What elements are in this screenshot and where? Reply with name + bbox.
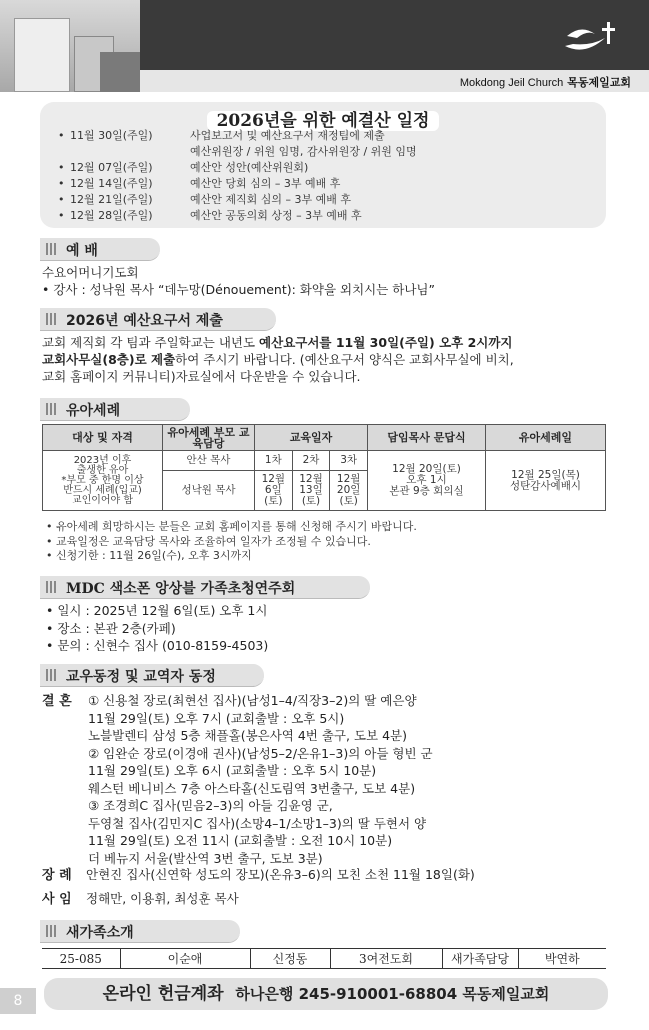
resignation-news: 사 임 정해만, 이용휘, 최성훈 목사 [42, 891, 239, 907]
bars-icon [46, 581, 58, 593]
baptism-day-cell: 12월 25일(목) 성탄감사예배시 [486, 451, 606, 511]
schedule-item: 예산위원장 / 위원 임명, 감사위원장 / 위원 임명 [190, 145, 417, 158]
edu-date-cell: 12월 6일 (토) [255, 471, 293, 511]
church-logo-icon [561, 16, 621, 56]
baptism-table: 대상 및 자격 유아세례 부모 교육담당 교육일자 담임목사 문답식 유아세례일 2023년 이후 출생한 유아 *부모 중 한명 이상 반드시 세례(입교) 교인이어야 함 안산 목사 1차 2차 3차 12월 20일(토) 오후 1시 본관 9층 회의실 12월 25일(목) 성탄감사예배시 성낙원 목사 12월 6일 (토) 12월 13일 (토) 12월 20일 (토) [42, 424, 606, 511]
page-header [0, 0, 649, 92]
section-heading-budget: 2026년 예산요구서 제출 [40, 308, 276, 330]
online-offering-account: 온라인 헌금계좌 하나은행 245-910001-68804 목동제일교회 [44, 978, 608, 1010]
budget-notice: 교회 제직회 각 팀과 주일학교는 내년도 예산요구서를 11월 30일(주일) 오후 2시까지 교회사무실(8층)로 제출하여 주시기 바랍니다. (예산요구서 양식은 교회사무실에 비치, 교회 홈페이지 커뮤니티)자료실에서 다운받을 수 있습니다. [42, 335, 514, 384]
section-heading-baptism: 유아세례 [40, 398, 190, 420]
schedule-item: • 12월 14일(주일) 예산안 당회 심의 – 3부 예배 후 [58, 177, 341, 190]
schedule-item: • 11월 30일(주일) 사업보고서 및 예산요구서 재정팀에 제출 [58, 129, 385, 142]
qualification-cell: 2023년 이후 출생한 유아 *부모 중 한명 이상 반드시 세례(입교) 교인이어야 함 [43, 451, 163, 511]
schedule-list [58, 128, 417, 224]
bars-icon [46, 403, 58, 415]
church-name: Mokdong Jeil Church 목동제일교회 [459, 76, 631, 89]
header-banner [140, 0, 649, 70]
wedding-list: ① 신용철 장로(최현선 집사)(남성1–4/직장3–2)의 딸 예은양 11월 29일(토) 오후 7시 (교회출발 : 오후 5시) 노블발렌티 삼성 5층 채플홀(봉은사역 4번 출구, 도보 4분) ② 임완순 장로(이경애 권사)(남성5–2/온유1–3)의 아들 형빈 군 11월 29일(토) 오후 6시 (교회출발 : 오후 5시 10분) 웨스턴 베니비스 7층 아스타홀(신도림역 3번출구, 도보 4분) ③ 조경희C 집사(믿음2–3)의 아들 김윤영 군, 두영철 집사(김민지C 집사)(소망4–1/소망1–3)의 딸 두현서 양 11월 29일(토) 오전 11시 (교회출발 : 오전 10시 10분) 더 베뉴지 서울(발산역 3번 출구, 도보 3분) [88, 693, 433, 866]
church-building-photo [0, 0, 140, 92]
section-heading-worship: 예 배 [40, 238, 160, 260]
edu-date-cell: 12월 13일 (토) [292, 471, 330, 511]
edu-date-cell: 12월 20일 (토) [330, 471, 368, 511]
baptism-notes: • 유아세례 희망하시는 분들은 교회 홈페이지를 통해 신청해 주시기 바랍니다. • 교육일정은 교육담당 목사와 조율하여 일자가 조정될 수 있습니다. • 신청기한 : 11월 26일(수), 오후 3시까지 [46, 520, 417, 562]
newfamily-table: 25-085 이순애 신정동 3여전도회 새가족담당 박연하 [42, 948, 606, 969]
mdc-info: • 일시 : 2025년 12월 6일(토) 오후 1시 • 장소 : 본관 2층(카페) • 문의 : 신현수 집사 (010-8159-4503) [46, 603, 269, 653]
budget-schedule-box [40, 102, 606, 228]
worship-speaker: • 강사 : 성낙원 목사 “데누망(Dénouement): 화약을 외치시는 하나님” [42, 282, 435, 297]
bars-icon [46, 313, 58, 325]
page-number: 8 [0, 988, 36, 1014]
schedule-item: • 12월 07일(주일) 예산안 성안(예산위원회) [58, 161, 309, 174]
worship-line: 수요어머니기도회 [42, 265, 139, 280]
interview-cell: 12월 20일(토) 오후 1시 본관 9층 회의실 [368, 451, 486, 511]
wedding-news: 결 혼 [42, 694, 72, 709]
page-footer [0, 978, 649, 1018]
schedule-item: • 12월 21일(주일) 예산안 제직회 심의 – 3부 예배 후 [58, 193, 351, 206]
bars-icon [46, 243, 58, 255]
section-heading-news: 교우동정 및 교역자 동정 [40, 664, 264, 686]
schedule-item: • 12월 28일(주일) 예산안 공동의회 상정 – 3부 예배 후 [58, 209, 362, 222]
bars-icon [46, 925, 58, 937]
schedule-title: 2026년을 위한 예결산 일정 [40, 106, 606, 131]
section-heading-newfamily: 새가족소개 [40, 920, 240, 942]
section-heading-mdc: MDC 색소폰 앙상블 가족초청연주회 [40, 576, 370, 598]
funeral-news: 장 례 안현진 집사(신연학 성도의 장모)(온유3–6)의 모친 소천 11월 18일(화) [42, 867, 475, 883]
bars-icon [46, 669, 58, 681]
